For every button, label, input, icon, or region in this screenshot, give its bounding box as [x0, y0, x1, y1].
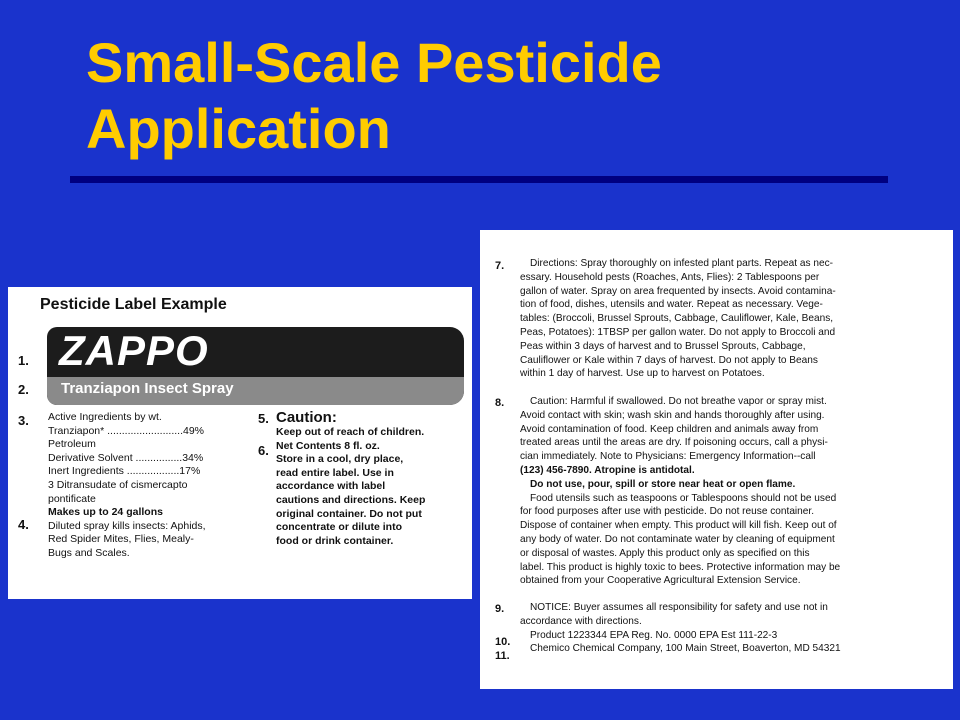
- net-contents: Net Contents 8 fl. oz.: [276, 439, 380, 452]
- label-number-2: 2.: [18, 382, 29, 397]
- caution-line: Avoid contact with skin; wash skin and hands thoroughly after using.: [520, 409, 825, 421]
- directions-block: [520, 257, 948, 381]
- label-heading: Pesticide Label Example: [40, 296, 227, 313]
- label-number-8: 8.: [495, 397, 505, 409]
- ingredients-column: [48, 411, 248, 561]
- slide-title-line-1: Small-Scale Pesticide: [86, 31, 662, 94]
- notice-line: accordance with directions.: [520, 615, 642, 627]
- slide-title-line-2: Application: [86, 97, 391, 160]
- storage-line: read entire label. Use in: [276, 466, 394, 479]
- label-number-9: 9.: [495, 603, 505, 615]
- brand-banner: [47, 327, 464, 405]
- ingredient-line: pontificate: [48, 492, 96, 505]
- directions-line: within 1 day of harvest. Use up to harvest on Potatoes.: [520, 368, 765, 380]
- label-number-5: 5.: [258, 411, 269, 426]
- directions-line: tion of food, dishes, utensils and water. Repeat as necessary. Vege-: [520, 299, 823, 311]
- directions-line: Directions: Spray thoroughly on infested plant parts. Repeat as nec-: [530, 258, 833, 269]
- ingredient-line: 3 Ditransudate of cismercapto: [48, 478, 188, 491]
- slide-title: [86, 30, 906, 162]
- active-ingredients-heading: Active Ingredients by wt.: [48, 411, 162, 423]
- ingredient-line: Petroleum: [48, 438, 96, 451]
- ingredient-line: Tranziapon* ..........................49%: [48, 424, 205, 437]
- caution-column: [276, 409, 468, 548]
- caution-line: Caution: Harmful if swallowed. Do not breathe vapor or spray mist.: [530, 396, 827, 407]
- label-number-6: 6.: [258, 443, 269, 458]
- caution-line: or disposal of wastes. Apply this product only as specified on this: [520, 547, 810, 559]
- label-number-4: 4.: [18, 517, 29, 532]
- label-number-3: 3.: [18, 413, 29, 428]
- caution-line: treated areas until the areas are dry. If poisoning occurs, call a physi-: [520, 437, 828, 449]
- caution-line: cian immediately. Note to Physicians: Emergency Information--call: [520, 451, 816, 463]
- caution-line: (123) 456-7890. Atropine is antidotal.: [520, 464, 695, 476]
- makes-up-line: Makes up to 24 gallons: [48, 506, 163, 519]
- storage-line: cautions and directions. Keep: [276, 493, 426, 506]
- brand-name: ZAPPO: [59, 327, 209, 374]
- ingredient-line: Inert Ingredients ..................17%: [48, 465, 201, 478]
- directions-line: Cauliflower or Kale within 7 days of harvest. Do not apply to Beans: [520, 354, 818, 366]
- storage-line: food or drink container.: [276, 534, 394, 547]
- notice-block: [520, 601, 948, 656]
- storage-line: Store in a cool, dry place,: [276, 453, 404, 466]
- caution-line: any body of water. Do not contaminate water by cleaning of equipment: [520, 533, 835, 545]
- pesticide-label-example-image: [8, 287, 472, 599]
- label-number-11: 11.: [495, 650, 510, 662]
- product-registration: Product 1223344 EPA Reg. No. 0000 EPA Est 111-22-3: [530, 629, 778, 641]
- directions-line: Peas within 3 days of harvest and to Brussel Sprouts, Cabbage,: [520, 340, 806, 352]
- product-name: Tranziapon Insect Spray: [61, 380, 234, 397]
- directions-line: tables: (Broccoli, Brussel Sprouts, Cabbage, Cauliflower, Kale, Beans,: [520, 313, 834, 325]
- title-underline: [70, 176, 888, 183]
- label-number-1: 1.: [18, 353, 29, 368]
- label-number-7: 7.: [495, 260, 505, 272]
- caution-line: Dispose of container when empty. This product will kill fish. Keep out of: [520, 520, 837, 532]
- notice-line: NOTICE: Buyer assumes all responsibility for safety and use not in: [530, 602, 828, 613]
- directions-line: Peas, Potatoes): 1TBSP per gallon water. Do not apply to Broccoli and: [520, 326, 836, 338]
- pesticide-label-back-image: [480, 230, 953, 689]
- caution-title: Caution:: [276, 409, 337, 426]
- directions-line: gallon of water. Spray on area frequented by insects. Avoid contamina-: [520, 285, 836, 297]
- diluted-line: Diluted spray kills insects: Aphids,: [48, 519, 206, 532]
- diluted-line: Bugs and Scales.: [48, 546, 130, 559]
- label-number-10: 10.: [495, 636, 511, 648]
- ingredient-line: Derivative Solvent ................34%: [48, 451, 204, 464]
- caution-line: Avoid contamination of food. Keep children and animals away from: [520, 423, 819, 435]
- caution-block: [520, 395, 948, 588]
- product-band: [47, 377, 464, 405]
- caution-line: Food utensils such as teaspoons or Tablespoons should not be used: [530, 492, 837, 504]
- caution-line: Do not use, pour, spill or store near heat or open flame.: [530, 478, 796, 490]
- storage-line: concentrate or dilute into: [276, 521, 403, 534]
- storage-line: original container. Do not put: [276, 507, 422, 520]
- caution-line: obtained from your Cooperative Agricultural Extension Service.: [520, 575, 801, 587]
- storage-line: accordance with label: [276, 480, 386, 493]
- caution-line: for food purposes after use with pesticide. Do not reuse container.: [520, 506, 815, 518]
- directions-line: essary. Household pests (Roaches, Ants, Flies): 2 Tablespoons per: [520, 271, 820, 283]
- caution-line: label. This product is highly toxic to bees. Protective information may be: [520, 561, 841, 573]
- company-address: Chemico Chemical Company, 100 Main Street, Boaverton, MD 54321: [530, 643, 841, 655]
- caution-text: Keep out of reach of children.: [276, 426, 425, 438]
- diluted-line: Red Spider Mites, Flies, Mealy-: [48, 533, 194, 546]
